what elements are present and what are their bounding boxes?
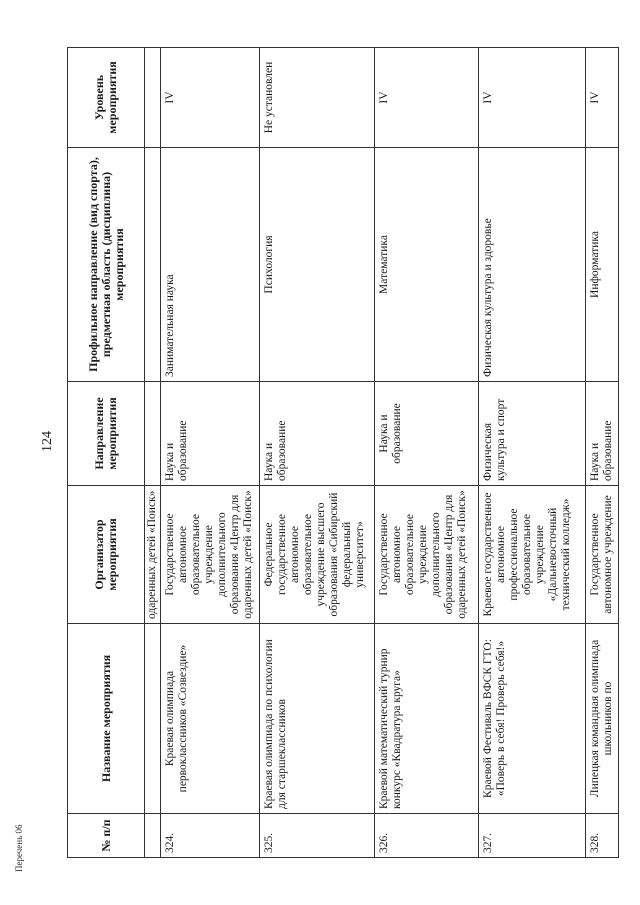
cell-direction: Наука и образование: [586, 382, 619, 486]
cell-direction: Физическая культура и спорт: [479, 382, 586, 486]
cell-profile: Физическая культура и здоровье: [479, 148, 586, 382]
events-table: [67, 47, 619, 858]
cell-num: [145, 814, 161, 858]
cell-level: IV: [375, 48, 479, 148]
cell-name: Краевая олимпиада по психологии для старшеклассников: [260, 624, 375, 814]
cell-name: Краевой Фестиваль ВФСК ГТО: «Поверь в себя! Проверь себя!»: [479, 624, 586, 814]
cell-num: 328.: [586, 814, 619, 858]
cell-name: Липецкая командная олимпиада школьников по: [586, 624, 619, 814]
cell-organizer: Краевое государственное автономное профессиональное образовательное учреждение «Дальневосточный технический колледж»: [479, 486, 586, 624]
cell-direction: Наука и образование: [161, 382, 260, 486]
cell-name: Краевой математический турнир конкурс «Квадратура круга»: [375, 624, 479, 814]
cell-num: 327.: [479, 814, 586, 858]
cell-direction: Наука и образование: [375, 382, 479, 486]
cell-num: 326.: [375, 814, 479, 858]
cell-profile: [145, 148, 161, 382]
document-footer: Перечень 06: [14, 824, 24, 872]
cell-level: [145, 48, 161, 148]
cell-direction: Наука и образование: [260, 382, 375, 486]
cell-organizer: одаренных детей «Поиск»: [145, 486, 161, 624]
cell-profile: Информатика: [586, 148, 619, 382]
cell-organizer: Федеральное государственное автономное образовательное учреждение высшего образования «Сибирский федеральный университет»: [260, 486, 375, 624]
cell-num: 324.: [161, 814, 260, 858]
cell-profile: Математика: [375, 148, 479, 382]
header-num: № п/п: [68, 814, 145, 858]
cell-level: IV: [161, 48, 260, 148]
header-direction: Направление мероприятия: [68, 382, 145, 486]
table-row: [161, 48, 260, 858]
header-organizer: Организатор мероприятия: [68, 486, 145, 624]
table-row: [479, 48, 586, 858]
cell-organizer: Государственное автономное образовательное учреждение дополнительного образования «Центр для одаренных детей «Поиск»: [161, 486, 260, 624]
header-level: Уровень мероприятия: [68, 48, 145, 148]
cell-direction: [145, 382, 161, 486]
header-profile: Профильное направление (вид спорта), предметная область (дисциплина) мероприятия: [68, 148, 145, 382]
table-row: [375, 48, 479, 858]
cell-num: 325.: [260, 814, 375, 858]
cell-name: Краевая олимпиада первоклассников «Созвездие»: [161, 624, 260, 814]
cell-organizer: Государственное автономное образовательное учреждение дополнительного образования «Центр для одаренных детей «Поиск»: [375, 486, 479, 624]
table-row-continuation: [145, 48, 161, 858]
table-header-row: [68, 48, 145, 858]
table-row: [260, 48, 375, 858]
cell-level: Не установлен: [260, 48, 375, 148]
page-number: 124: [40, 431, 55, 452]
cell-organizer: Государственное автономное учреждение: [586, 486, 619, 624]
table-row: [586, 48, 619, 858]
cell-profile: Занимательная наука: [161, 148, 260, 382]
cell-profile: Психология: [260, 148, 375, 382]
cell-level: IV: [479, 48, 586, 148]
header-name: Название мероприятия: [68, 624, 145, 814]
cell-level: IV: [586, 48, 619, 148]
cell-name: [145, 624, 161, 814]
events-table-wrapper: [67, 48, 614, 858]
